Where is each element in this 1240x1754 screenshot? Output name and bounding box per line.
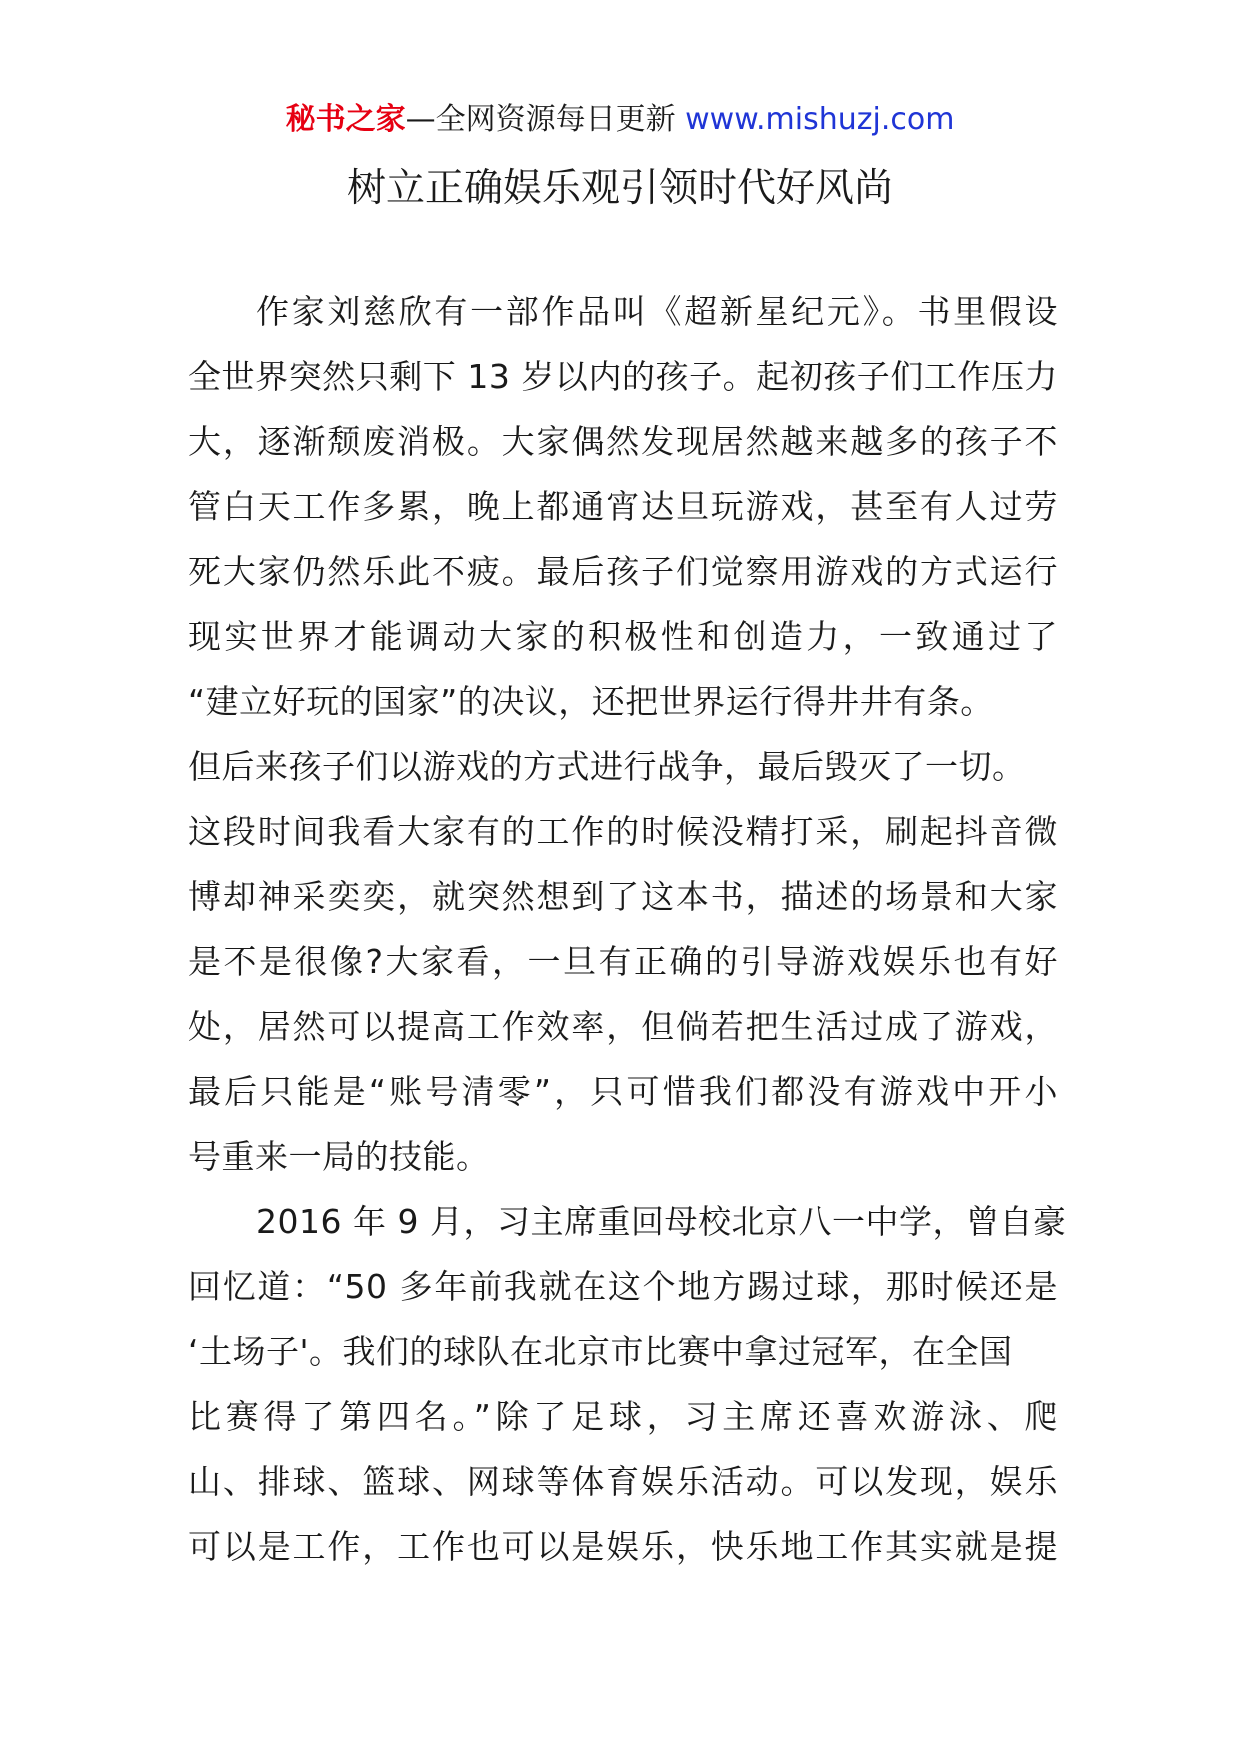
body-line: 是不是很像?大家看，一旦有正确的引导游戏娱乐也有好 — [188, 942, 1058, 981]
document-title: 树立正确娱乐观引领时代好风尚 — [346, 166, 893, 211]
body-line: 博却神采奕奕，就突然想到了这本书，描述的场景和大家 — [188, 877, 1058, 916]
site-brand: 秘书之家 — [285, 102, 406, 137]
body-line: 可以是工作，工作也可以是娱乐，快乐地工作其实就是提 — [188, 1527, 1058, 1566]
body-line: 作家刘慈欣有一部作品叫《超新星纪元》。书里假设 — [256, 292, 1058, 331]
body-line: 这段时间我看大家有的工作的时候没精打采，刷起抖音微 — [188, 812, 1058, 851]
body-line: ‘土场子'。我们的球队在北京市比赛中拿过冠军，在全国 — [188, 1332, 1013, 1371]
site-header — [0, 100, 1240, 140]
article-body — [188, 292, 1067, 1592]
body-line: 大，逐渐颓废消极。大家偶然发现居然越来越多的孩子不 — [188, 422, 1058, 461]
body-line: 全世界突然只剩下 13 岁以内的孩子。起初孩子们工作压力 — [188, 357, 1058, 396]
body-line: 最后只能是“账号清零”，只可惜我们都没有游戏中开小 — [188, 1072, 1058, 1111]
body-line: 回忆道：“50 多年前我就在这个地方踢过球，那时候还是 — [188, 1267, 1058, 1306]
body-line: 比赛得了第四名。”除了足球，习主席还喜欢游泳、爬 — [188, 1397, 1058, 1436]
body-line: 2016 年 9 月，习主席重回母校北京八一中学，曾自豪 — [256, 1202, 1067, 1241]
body-line: 号重来一局的技能。 — [188, 1137, 490, 1176]
body-line: 山、排球、篮球、网球等体育娱乐活动。可以发现，娱乐 — [188, 1462, 1058, 1501]
body-line: 但后来孩子们以游戏的方式进行战争，最后毁灭了一切。 — [188, 747, 1026, 786]
body-line: 死大家仍然乐此不疲。最后孩子们觉察用游戏的方式运行 — [188, 552, 1058, 591]
site-tagline: —全网资源每日更新 — [405, 102, 686, 137]
body-line: 处，居然可以提高工作效率，但倘若把生活过成了游戏， — [188, 1007, 1058, 1046]
site-url-link[interactable]: www.mishuzj.com — [685, 102, 955, 137]
body-line: 管白天工作多累，晚上都通宵达旦玩游戏，甚至有人过劳 — [188, 487, 1058, 526]
body-line: “建立好玩的国家”的决议，还把世界运行得井井有条。 — [188, 682, 994, 721]
body-line: 现实世界才能调动大家的积极性和创造力，一致通过了 — [188, 617, 1058, 656]
